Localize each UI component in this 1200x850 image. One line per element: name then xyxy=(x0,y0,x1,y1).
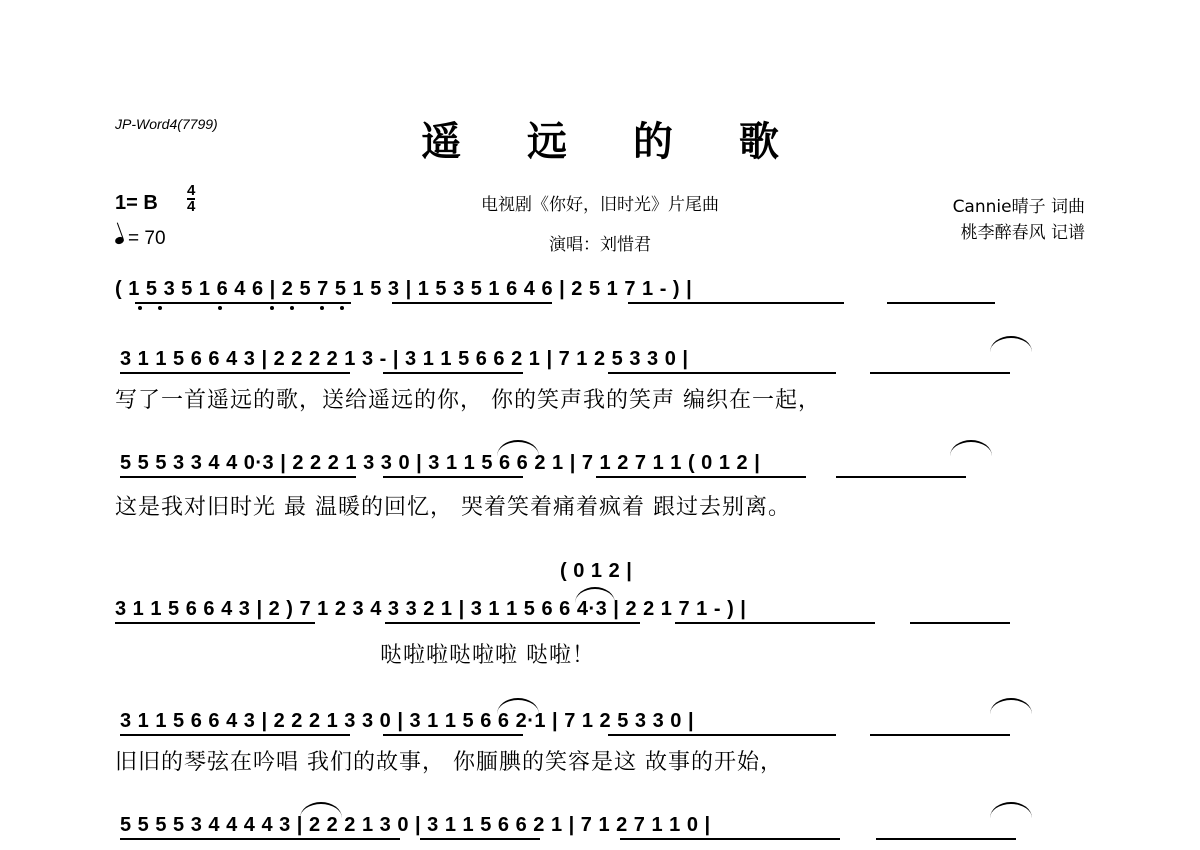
tie-arc xyxy=(497,698,539,714)
beam-line xyxy=(876,838,1016,840)
score-row-4: 3 1 1 5 6 6 4 3 | 2 ) 7 1 2 3 4 3 3 2 1 | 3 1 1 5 6 6 4·3 | 2 2 1 7 1 - ) | xyxy=(115,598,747,620)
beam-line xyxy=(608,372,836,374)
beam-line xyxy=(596,476,806,478)
lyrics-row-5: 旧旧的琴弦在吟唱 我们的故事， 你腼腆的笑容是这 故事的开始， xyxy=(115,750,783,775)
beam-line xyxy=(120,372,350,374)
tie-arc xyxy=(990,336,1032,352)
lyrics-row-3: 这是我对旧时光 最 温暖的回忆， 哭着笑着痛着疯着 跟过去别离。 xyxy=(115,495,791,520)
tie-arc xyxy=(300,802,342,818)
subtitle: 电视剧《你好，旧时光》片尾曲 xyxy=(481,195,719,215)
singer: 演唱：刘惜君 xyxy=(549,235,651,255)
tempo-value: = 70 xyxy=(128,228,166,249)
beam-line xyxy=(135,302,351,304)
beam-line xyxy=(675,622,875,624)
beam-line xyxy=(383,372,523,374)
tie-arc xyxy=(950,440,992,456)
low-octave-dot xyxy=(270,306,274,310)
beam-line xyxy=(120,476,356,478)
beam-line xyxy=(120,838,400,840)
beam-line xyxy=(887,302,995,304)
time-bottom: 4 xyxy=(187,198,196,215)
score-row-4-overlay: ( 0 1 2 | xyxy=(560,560,633,582)
lyrics-row-2: 写了一首遥远的歌，送给遥远的你， 你的笑声我的笑声 编织在一起， xyxy=(115,388,821,413)
beam-line xyxy=(910,622,1010,624)
low-octave-dot xyxy=(320,306,324,310)
tie-arc xyxy=(990,802,1032,818)
tie-arc xyxy=(575,587,615,603)
beam-line xyxy=(420,838,540,840)
beam-line xyxy=(870,734,1010,736)
beam-line xyxy=(383,476,523,478)
time-top: 4 xyxy=(187,182,196,199)
score-row-1: ( 1 5 3 5 1 6 4 6 | 2 5 7 5 1 5 3 | 1 5 3 5 1 6 4 6 | 2 5 1 7 1 - ) | xyxy=(115,278,693,300)
transcriber-credit: 桃李醉春风 记谱 xyxy=(960,223,1085,243)
low-octave-dot xyxy=(218,306,222,310)
low-octave-dot xyxy=(340,306,344,310)
beam-line xyxy=(115,622,315,624)
beam-line xyxy=(120,734,350,736)
beam-line xyxy=(383,734,523,736)
low-octave-dot xyxy=(138,306,142,310)
score-row-6: 5 5 5 5 3 4 4 4 4 3 | 2 2 2 1 3 0 | 3 1 1 5 6 6 2 1 | 7 1 2 7 1 1 0 | xyxy=(120,814,711,836)
beam-line xyxy=(392,302,552,304)
beam-line xyxy=(628,302,844,304)
beam-line xyxy=(608,734,836,736)
low-octave-dot xyxy=(290,306,294,310)
score-row-2: 3 1 1 5 6 6 4 3 | 2 2 2 2 1 3 - | 3 1 1 5 6 6 2 1 | 7 1 2 5 3 3 0 | xyxy=(120,348,689,370)
score-row-5: 3 1 1 5 6 6 4 3 | 2 2 2 1 3 3 0 | 3 1 1 5 6 6 2·1 | 7 1 2 5 3 3 0 | xyxy=(120,710,695,732)
lyricist-credit: Cannie晴子 词曲 xyxy=(952,197,1085,217)
beam-line xyxy=(385,622,640,624)
tie-arc xyxy=(497,440,539,456)
low-octave-dot xyxy=(158,306,162,310)
score-row-3: 5 5 5 3 3 4 4 0·3 | 2 2 2 1 3 3 0 | 3 1 1 5 6 6 2 1 | 7 1 2 7 1 1 ( 0 1 2 | xyxy=(120,452,761,474)
key-label: 1= B xyxy=(115,192,158,214)
lyrics-row-4: 哒啦啦哒啦啦 哒啦！ xyxy=(380,643,595,668)
source-label: JP-Word4(7799) xyxy=(115,116,218,132)
beam-line xyxy=(870,372,1010,374)
beam-line xyxy=(620,838,840,840)
song-title: 遥 远 的 歌 xyxy=(421,118,805,165)
beam-line xyxy=(836,476,966,478)
tie-arc xyxy=(990,698,1032,714)
